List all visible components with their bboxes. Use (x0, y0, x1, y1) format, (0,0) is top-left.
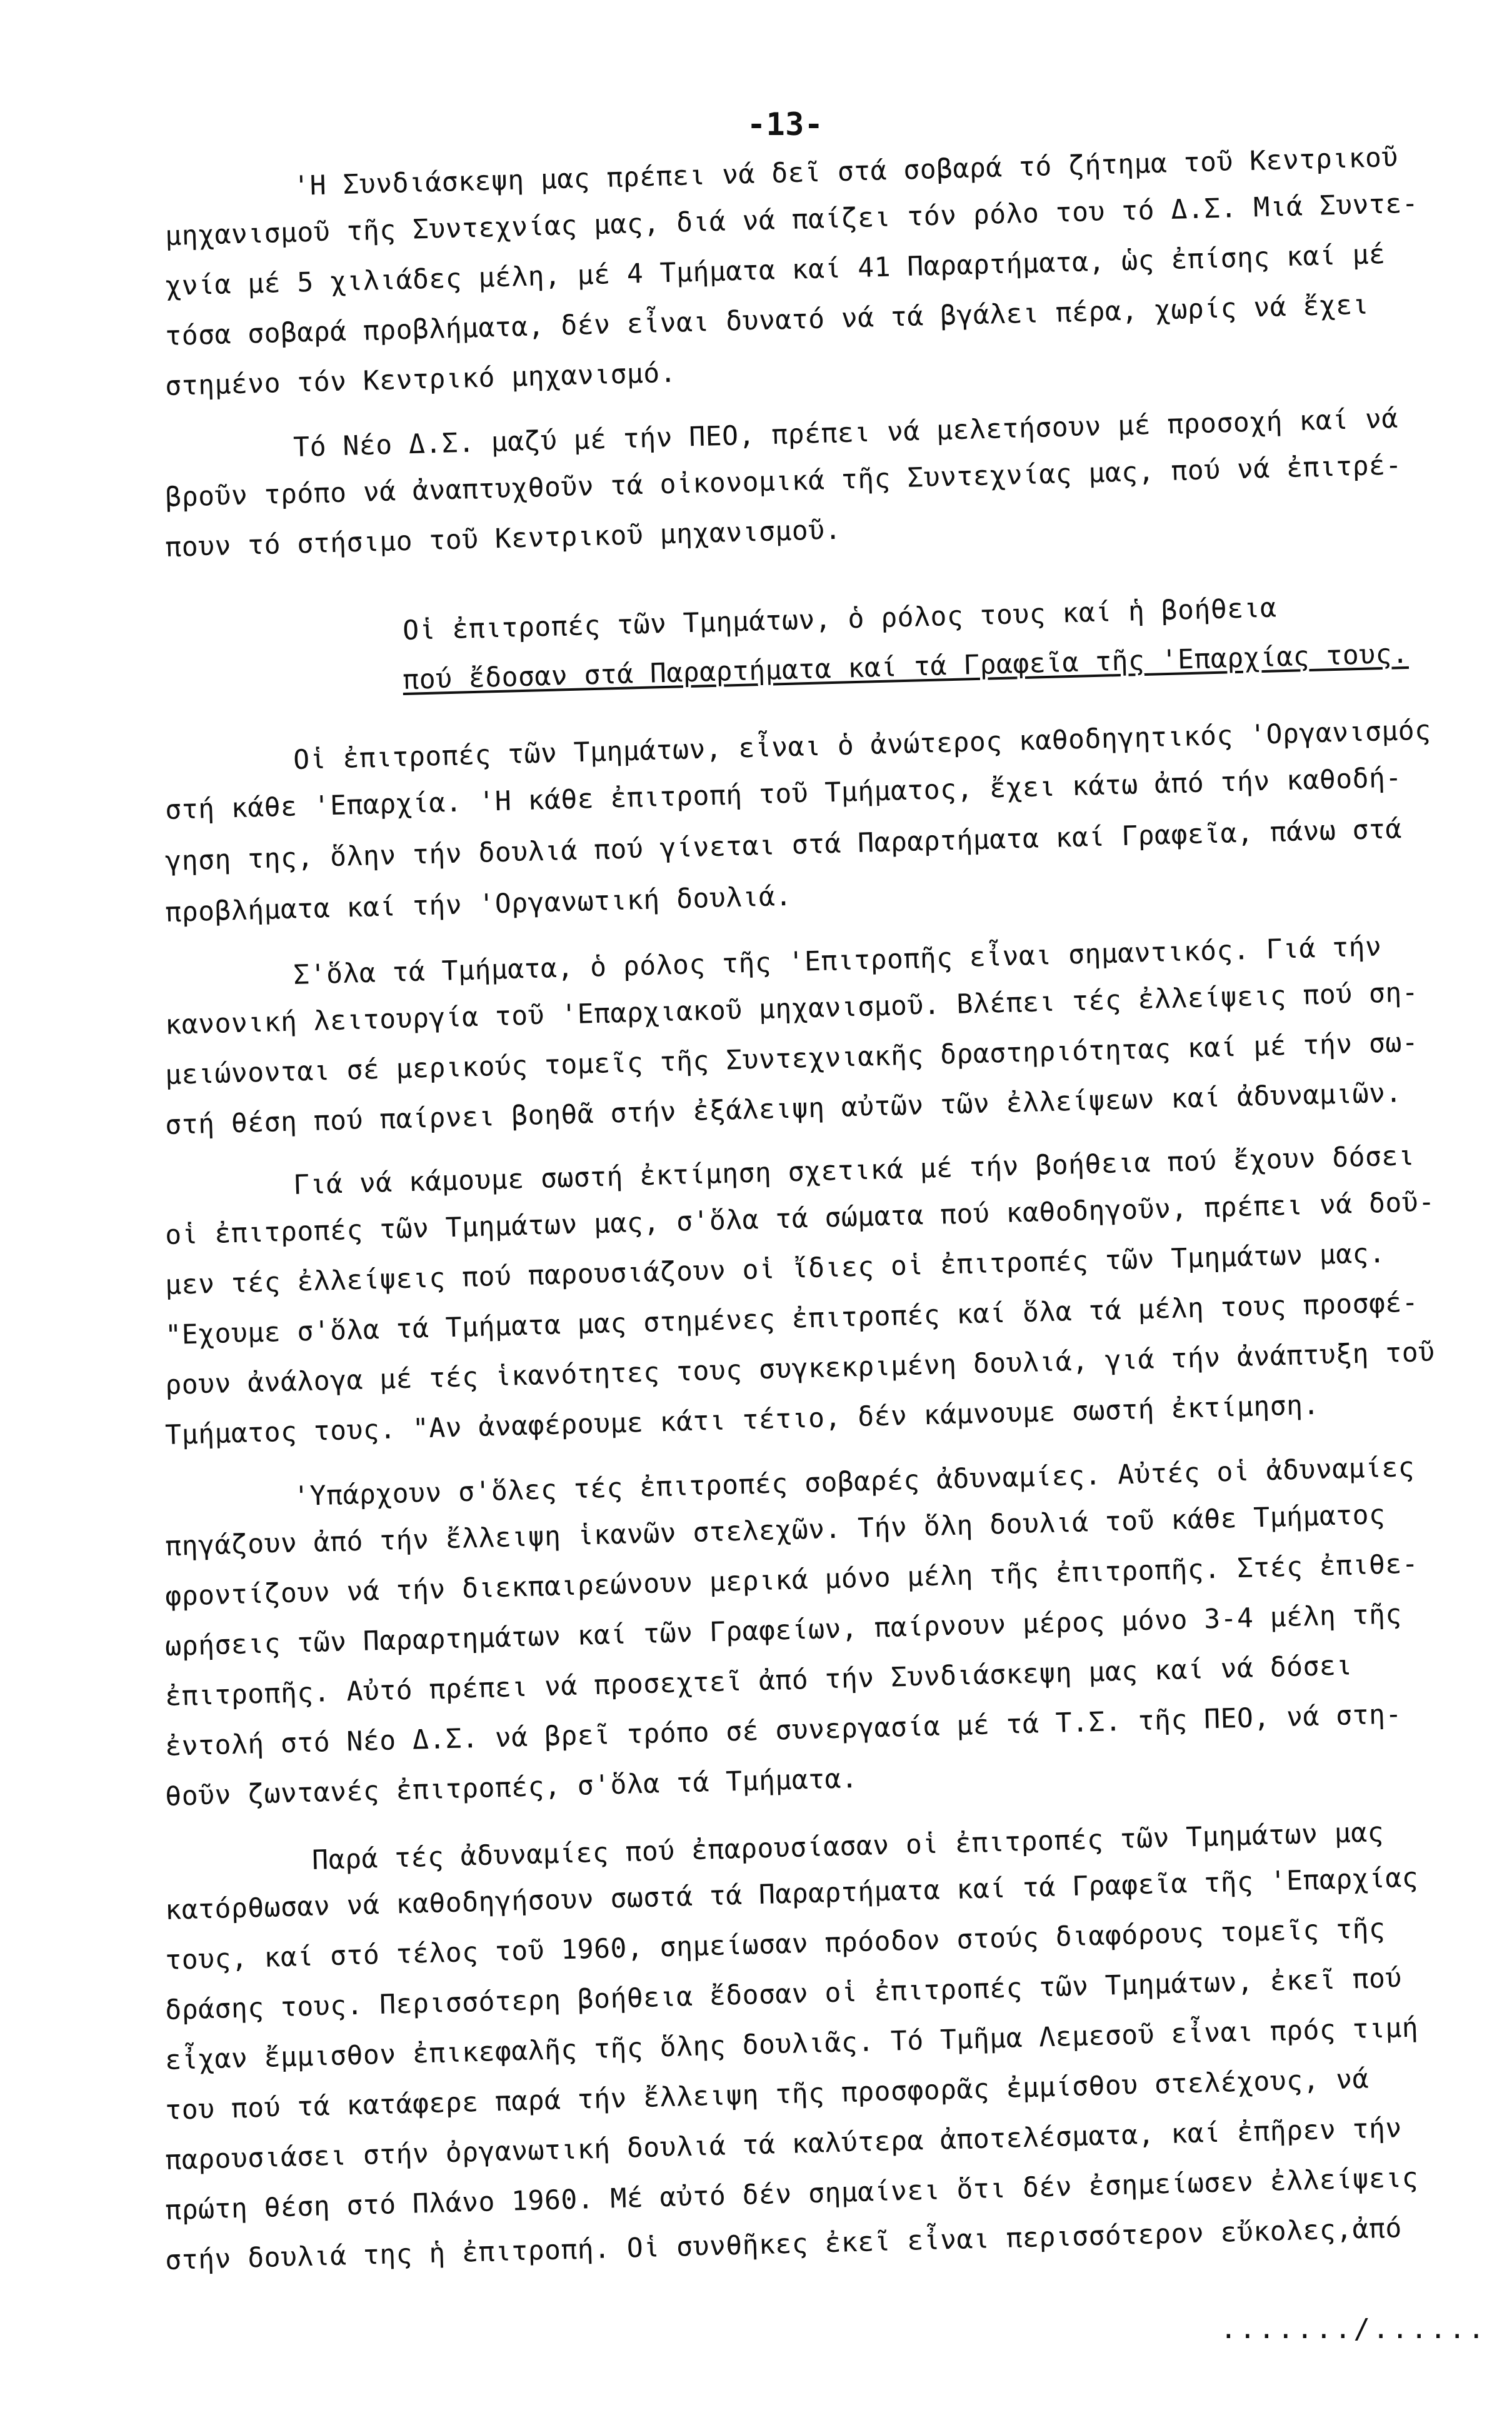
text-line: 'Υπάρχουν σ'ὅλες τές ἐπιτροπές σοβαρές ἀδυναμίες. Αὐτές οἱ ἀδυναμίες (293, 1452, 1415, 1513)
text-line: "Εχουμε σ'ὅλα τά Τμήματα μας στημένες ἐπιτροπές καί ὅλα τά μέλη τους προσφέ- (164, 1287, 1419, 1352)
text-line: κανονική λειτουργία τοῦ 'Επαρχιακοῦ μηχανισμοῦ. Βλέπει τές ἐλλείψεις πού ση- (164, 977, 1419, 1042)
text-line: πρώτη θέση στό Πλάνο 1960. Μέ αὐτό δέν σημαίνει ὅτι δέν ἐσημείωσεν ἐλλείψεις (164, 2162, 1419, 2227)
text-line: στή θέση πού παίρνει βοηθᾶ στήν ἐξάλειψη αὐτῶν τῶν ἐλλείψεων καί ἀδυναμιῶν. (164, 1077, 1403, 1142)
text-line: γηση της, ὅλην τήν δουλιά πού γίνεται στά Παραρτήματα καί Γραφεῖα, πάνω στά (164, 813, 1403, 878)
text-line: στημένο τόν Κεντρικό μηχανισμό. (164, 357, 677, 403)
text-line: κατόρθωσαν νά καθοδηγήσουν σωστά τά Παραρτήματα καί τά Γραφεῖα τῆς 'Επαρχίας (164, 1862, 1419, 1927)
text-line: μηχανισμοῦ τῆς Συντεχνίας μας, διά νά παίζει τόν ρόλο του τό Δ.Σ. Μιά Συντε- (164, 188, 1419, 253)
text-line: εἶχαν ἔμμισθον ἐπικεφαλῆς τῆς ὅλης δουλιᾶς. Τό Τμῆμα Λεμεσοῦ εἶναι πρός τιμή (164, 2012, 1419, 2077)
text-line: ρουν ἀνάλογα μέ τές ἱκανότητες τους συγκεκριμένη δουλιά, γιά τήν ἀνάπτυξη τοῦ (164, 1336, 1436, 1402)
text-line: Σ'ὅλα τά Τμήματα, ὁ ρόλος τῆς 'Επιτροπῆς εἶναι σημαντικός. Γιά τήν (293, 931, 1383, 992)
text-line: παρουσιάσει στήν ὀργανωτική δουλιά τά καλύτερα ἀποτελέσματα, καί ἐπῆρεν τήν (164, 2112, 1403, 2177)
text-line: οἱ ἐπιτροπές τῶν Τμημάτων μας, σ'ὅλα τά σώματα πού καθοδηγοῦν, πρέπει νά δοῦ- (164, 1186, 1436, 1252)
text-line: στήν δουλιά της ἡ ἐπιτροπή. Οἱ συνθῆκες ἐκεῖ εἶναι περισσότερον εὔκολες,ἀπό (164, 2212, 1403, 2277)
text-line: Παρά τές ἀδυναμίες πού ἐπαρουσίασαν οἱ ἐπιτροπές τῶν Τμημάτων μας (311, 1817, 1384, 1877)
text-line: ἐντολή στό Νέο Δ.Σ. νά βρεῖ τρόπο σέ συνεργασία μέ τά Τ.Σ. τῆς ΠΕΟ, νά στη- (164, 1699, 1403, 1763)
text-line: δράσης τους. Περισσότερη βοήθεια ἔδοσαν οἱ ἐπιτροπές τῶν Τμημάτων, ἐκεῖ πού (164, 1962, 1403, 2027)
heading-line: Οἱ ἐπιτροπές τῶν Τμημάτων, ὁ ρόλος τους καί ἡ βοήθεια (402, 592, 1278, 647)
text-line: μεν τές ἐλλείψεις πού παρουσιάζουν οἱ ἴδιες οἱ ἐπιτροπές τῶν Τμημάτων μας. (164, 1237, 1386, 1302)
text-line: τόσα σοβαρά προβλήματα, δέν εἶναι δυνατό νά τά βγάλει πέρα, χωρίς νά ἔχει (164, 289, 1369, 353)
text-line: προβλήματα καί τήν 'Οργανωτική δουλιά. (164, 880, 793, 929)
continuation-mark: ......./...... (1220, 2313, 1487, 2345)
text-line: πουν τό στήσιμο τοῦ Κεντρικοῦ μηχανισμοῦ. (164, 514, 842, 564)
text-line: ωρήσεις τῶν Παραρτημάτων καί τῶν Γραφείων, παίρνουν μέρος μόνο 3-4 μέλη τῆς (164, 1599, 1403, 1663)
text-line: μειώνονται σέ μερικούς τομεῖς τῆς Συντεχνιακῆς δραστηριότητας καί μέ τήν σω- (164, 1027, 1419, 1092)
text-line: πηγάζουν ἀπό τήν ἔλλειψη ἱκανῶν στελεχῶν. Τήν ὅλη δουλιά τοῦ κάθε Τμήματος (164, 1499, 1386, 1563)
text-line: τους, καί στό τέλος τοῦ 1960, σημείωσαν πρόοδον στούς διαφόρους τομεῖς τῆς (164, 1912, 1386, 1977)
text-line: Οἱ ἐπιτροπές τῶν Τμημάτων, εἶναι ὁ ἀνώτερος καθοδηγητικός 'Οργανισμός (293, 715, 1432, 776)
text-line: θοῦν ζωντανές ἐπιτροπές, σ'ὅλα τά Τμήματα. (164, 1763, 858, 1813)
text-line: χνία μέ 5 χιλιάδες μέλη, μέ 4 Τμήματα καί 41 Παραρτήματα, ὡς ἐπίσης καί μέ (164, 238, 1386, 303)
text-line: 'Η Συνδιάσκεψη μας πρέπει νά δεῖ στά σοβαρά τό ζήτημα τοῦ Κεντρικοῦ (293, 141, 1399, 203)
page-number: -13- (747, 106, 824, 143)
text-line: στή κάθε 'Επαρχία. 'Η κάθε ἐπιτροπή τοῦ Τμήματος, ἔχει κάτω ἀπό τήν καθοδή- (164, 762, 1403, 826)
text-line: Τό Νέο Δ.Σ. μαζύ μέ τήν ΠΕΟ, πρέπει νά μελετήσουν μέ προσοχή καί νά (293, 403, 1399, 464)
text-line: του πού τά κατάφερε παρά τήν ἔλλειψη τῆς προσφορᾶς ἐμμίσθου στελέχους, νά (164, 2063, 1369, 2127)
text-line: Γιά νά κάμουμε σωστή ἐκτίμηση σχετικά μέ τήν βοήθεια πού ἔχουν δόσει (293, 1140, 1415, 1202)
text-line: φροντίζουν νά τήν διεκπαιρεώνουν μερικά μόνο μέλη τῆς ἐπιτροπῆς. Στές ἐπιθε- (164, 1548, 1419, 1613)
text-line: Τμήματος τους. "Αν ἀναφέρουμε κάτι τέτιο, δέν κάμνουμε σωστή ἐκτίμηση. (164, 1389, 1320, 1452)
text-line: βροῦν τρόπο νά ἀναπτυχθοῦν τά οἰκονομικά τῆς Συντεχνίας μας, πού νά ἐπιτρέ- (164, 449, 1403, 514)
heading-line: πού ἔδοσαν στά Παραρτήματα καί τά Γραφεῖα τῆς 'Επαρχίας τους. (402, 638, 1409, 696)
text-line: ἐπιτροπῆς. Αὐτό πρέπει νά προσεχτεῖ ἀπό τήν Συνδιάσκεψη μας καί νά δόσει (164, 1650, 1353, 1713)
